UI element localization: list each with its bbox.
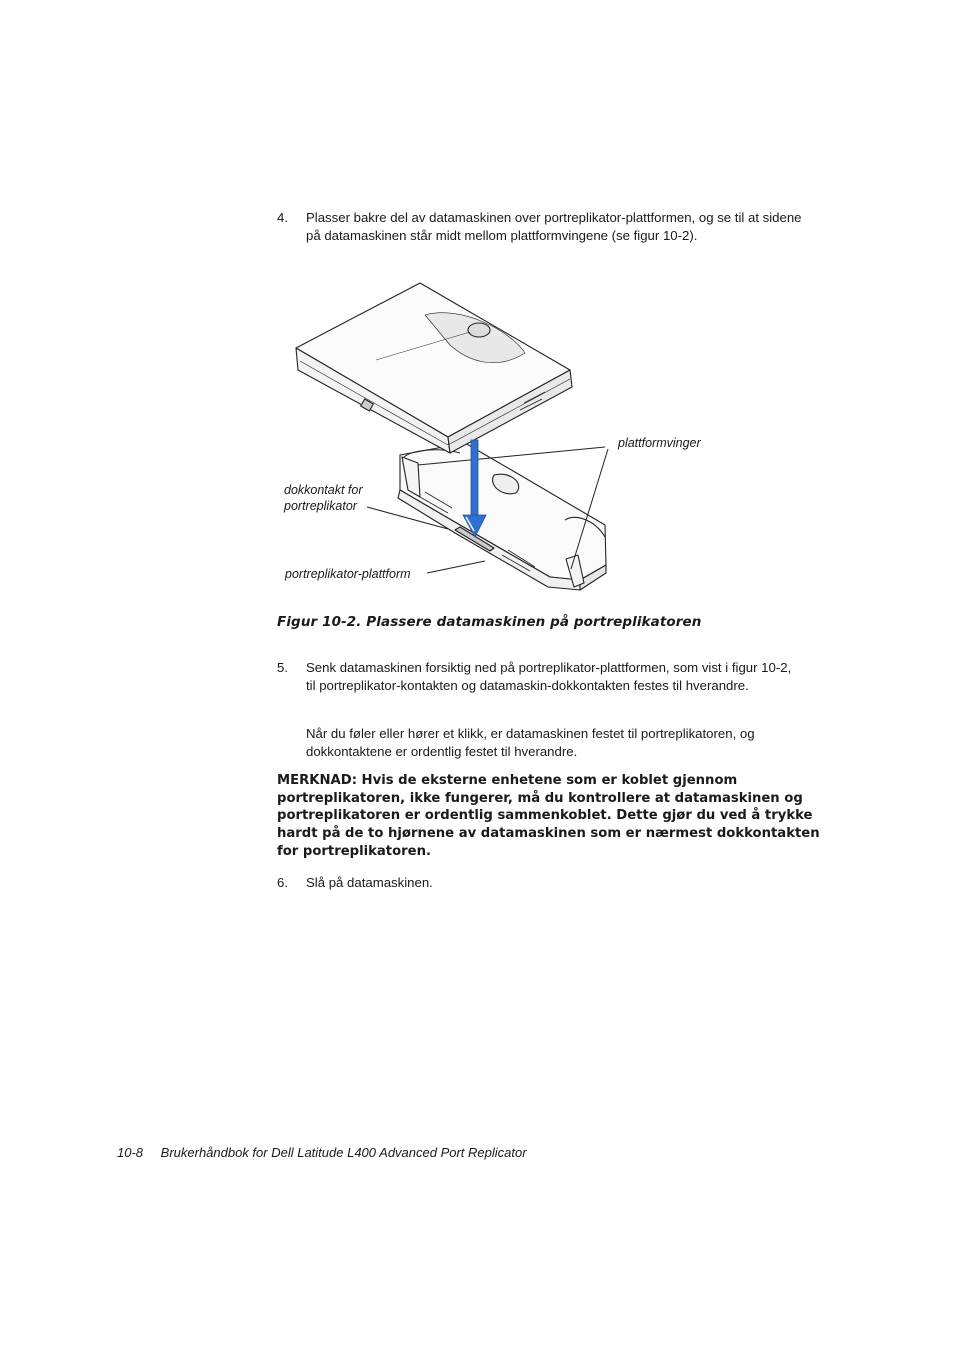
page-number: 10-8 [117, 1145, 144, 1160]
callout-dock-connector [284, 482, 363, 514]
callout-platform: portreplikator-plattform [285, 567, 411, 581]
callout-dock-line1: dokkontakt for [284, 483, 363, 497]
figure-illustration [280, 275, 620, 595]
step-text: Plasser bakre del av datamaskinen over portreplikator-plattformen, og se til at sidene på datamaskinen står midt mellom plattformvingene (se figur 10-2). [306, 210, 802, 243]
laptop-lid [296, 283, 570, 437]
step-text: Senk datamaskinen forsiktig ned på portreplikator-plattformen, som vist i figur 10-2, til portreplikator-kontakten og datamaskin-dokkontakten festes til hverandre. [306, 660, 792, 693]
step-number: 5. [277, 660, 288, 675]
figure-caption: Figur 10-2. Plassere datamaskinen på portreplikatoren [277, 614, 702, 630]
page-footer [117, 1145, 527, 1160]
callout-platform-wings: plattformvinger [618, 436, 701, 450]
step-number: 6. [277, 875, 288, 890]
footer-title: Brukerhåndbok for Dell Latitude L400 Advanced Port Replicator [160, 1145, 527, 1160]
step-text: Slå på datamaskinen. [306, 875, 433, 890]
leader-platform [427, 561, 485, 573]
down-arrow-shaft [471, 440, 478, 520]
logo-badge [468, 323, 490, 337]
callout-dock-line2: portreplikator [284, 499, 357, 513]
note-merknad: MERKNAD: Hvis de eksterne enhetene som er koblet gjennom portreplikatoren, ikke fungerer, må du kontrollere at datamaskinen og portreplikatoren er ordentlig sammenkoblet. Dette gjør du ved å trykke hardt på de to hjørnene av datamaskinen som er nærmest dokkontakten for portreplikatoren. [277, 773, 820, 859]
step-5-followup: Når du føler eller hører et klikk, er datamaskinen festet til portreplikatoren, og dokkontaktene er ordentlig festet til hverandre. [306, 726, 755, 759]
step-number: 4. [277, 210, 288, 225]
